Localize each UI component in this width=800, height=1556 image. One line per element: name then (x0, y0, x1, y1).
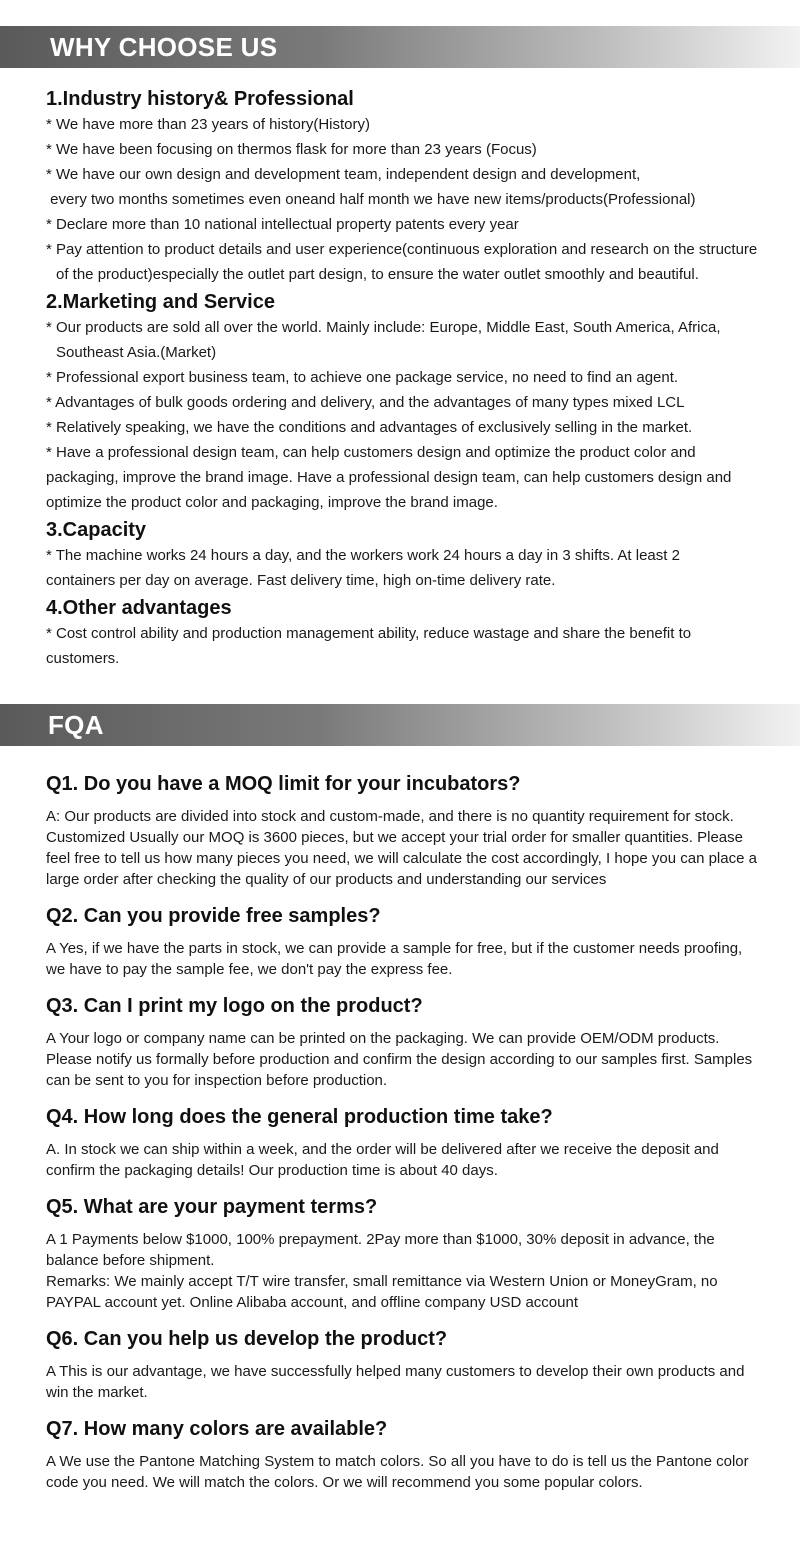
faq-item-q2 (46, 902, 764, 980)
faq-question: Q2. Can you provide free samples? (46, 905, 381, 927)
other-advantages-section (46, 595, 766, 671)
faq-question: Q5. What are your payment terms? (46, 1196, 378, 1218)
faq-question: Q7. How many colors are available? (46, 1418, 388, 1440)
fqa-content (46, 770, 764, 1505)
section-heading: 4.Other advantages (46, 597, 232, 619)
faq-item-q5 (46, 1193, 764, 1313)
faq-answer: A 1 Payments below $1000, 100% prepayment. 2Pay more than $1000, 30% deposit in advance, the balance before shipment. (46, 1231, 715, 1269)
faq-remark: Remarks: We mainly accept T/T wire transfer, small remittance via Western Union or MoneyGram, no PAYPAL account yet. Online Alibaba account, and offline company USD account (46, 1273, 718, 1311)
list-item: * Advantages of bulk goods ordering and delivery, and the advantages of many types mixed LCL (46, 394, 685, 411)
fqa-banner (0, 704, 800, 746)
faq-answer: A We use the Pantone Matching System to match colors. So all you have to do is tell us the Pantone color code you need. We will match the colors. Or we will recommend you some popular colors. (46, 1453, 749, 1491)
faq-question: Q1. Do you have a MOQ limit for your incubators? (46, 773, 521, 795)
faq-question: Q3. Can I print my logo on the product? (46, 995, 423, 1017)
faq-question: Q6. Can you help us develop the product? (46, 1328, 448, 1350)
faq-answer: A Your logo or company name can be printed on the packaging. We can provide OEM/ODM products. Please notify us formally before production and confirm the design according to our samples first. Samples can be sent to you for inspection before production. (46, 1030, 753, 1089)
faq-item-q1 (46, 770, 764, 890)
faq-answer: A Yes, if we have the parts in stock, we can provide a sample for free, but if the customer needs proofing, we have to pay the sample fee, we don't pay the express fee. (46, 940, 743, 978)
list-item: every two months sometimes even oneand half month we have new items/products(Professional) (46, 191, 696, 208)
list-item: * Professional export business team, to achieve one package service, no need to find an agent. (46, 369, 679, 386)
fqa-title: FQA (48, 710, 104, 740)
why-choose-us-content (46, 86, 766, 671)
faq-item-q6 (46, 1325, 764, 1403)
faq-answer: A This is our advantage, we have successfully helped many customers to develop their own products and win the market. (46, 1363, 745, 1401)
list-item: * Declare more than 10 national intellectual property patents every year (46, 216, 519, 233)
marketing-service-section (46, 289, 766, 515)
faq-answer: A: Our products are divided into stock and custom-made, and there is no quantity requirement for stock. Customized Usually our MOQ is 3600 pieces, but we accept your trial order for smaller quantities. Please feel free to tell us how many pieces you need, we will calculate the cost accordingly, I hope you can place a large order after checking the quality of our products and understanding our services (46, 808, 757, 888)
faq-item-q7 (46, 1415, 764, 1493)
faq-answer: A. In stock we can ship within a week, and the order will be delivered after we receive the deposit and confirm the packaging details! Our production time is about 40 days. (46, 1141, 719, 1179)
list-item: * We have our own design and development team, independent design and development, (46, 166, 641, 183)
section-heading: 3.Capacity (46, 519, 147, 541)
list-item: * Our products are sold all over the world. Mainly include: Europe, Middle East, South America, Africa, Southeast Asia.(Market) (46, 319, 721, 361)
list-item: * We have been focusing on thermos flask for more than 23 years (Focus) (46, 141, 537, 158)
capacity-section (46, 517, 766, 593)
section-heading: 2.Marketing and Service (46, 291, 275, 313)
faq-item-q4 (46, 1103, 764, 1181)
industry-history-section (46, 86, 766, 287)
faq-question: Q4. How long does the general production time take? (46, 1106, 553, 1128)
why-choose-us-banner (0, 26, 800, 68)
faq-item-q3 (46, 992, 764, 1091)
list-item: * Have a professional design team, can help customers design and optimize the product color and packaging, improve the brand image. Have a professional design team, can help customers design and optimize the product color and packaging, improve the brand image. (46, 444, 732, 511)
list-item: * Relatively speaking, we have the conditions and advantages of exclusively selling in the market. (46, 419, 693, 436)
why-choose-us-title: WHY CHOOSE US (50, 32, 278, 62)
list-item: * We have more than 23 years of history(History) (46, 116, 371, 133)
list-item: * Pay attention to product details and user experience(continuous exploration and research on the structure of the product)especially the outlet part design, to ensure the water outlet smoothly and beautiful. (46, 241, 758, 283)
list-item: * Cost control ability and production management ability, reduce wastage and share the benefit to customers. (46, 625, 692, 667)
section-heading: 1.Industry history& Professional (46, 88, 354, 110)
list-item: * The machine works 24 hours a day, and the workers work 24 hours a day in 3 shifts. At least 2 containers per day on average. Fast delivery time, high on-time delivery rate. (46, 547, 680, 589)
